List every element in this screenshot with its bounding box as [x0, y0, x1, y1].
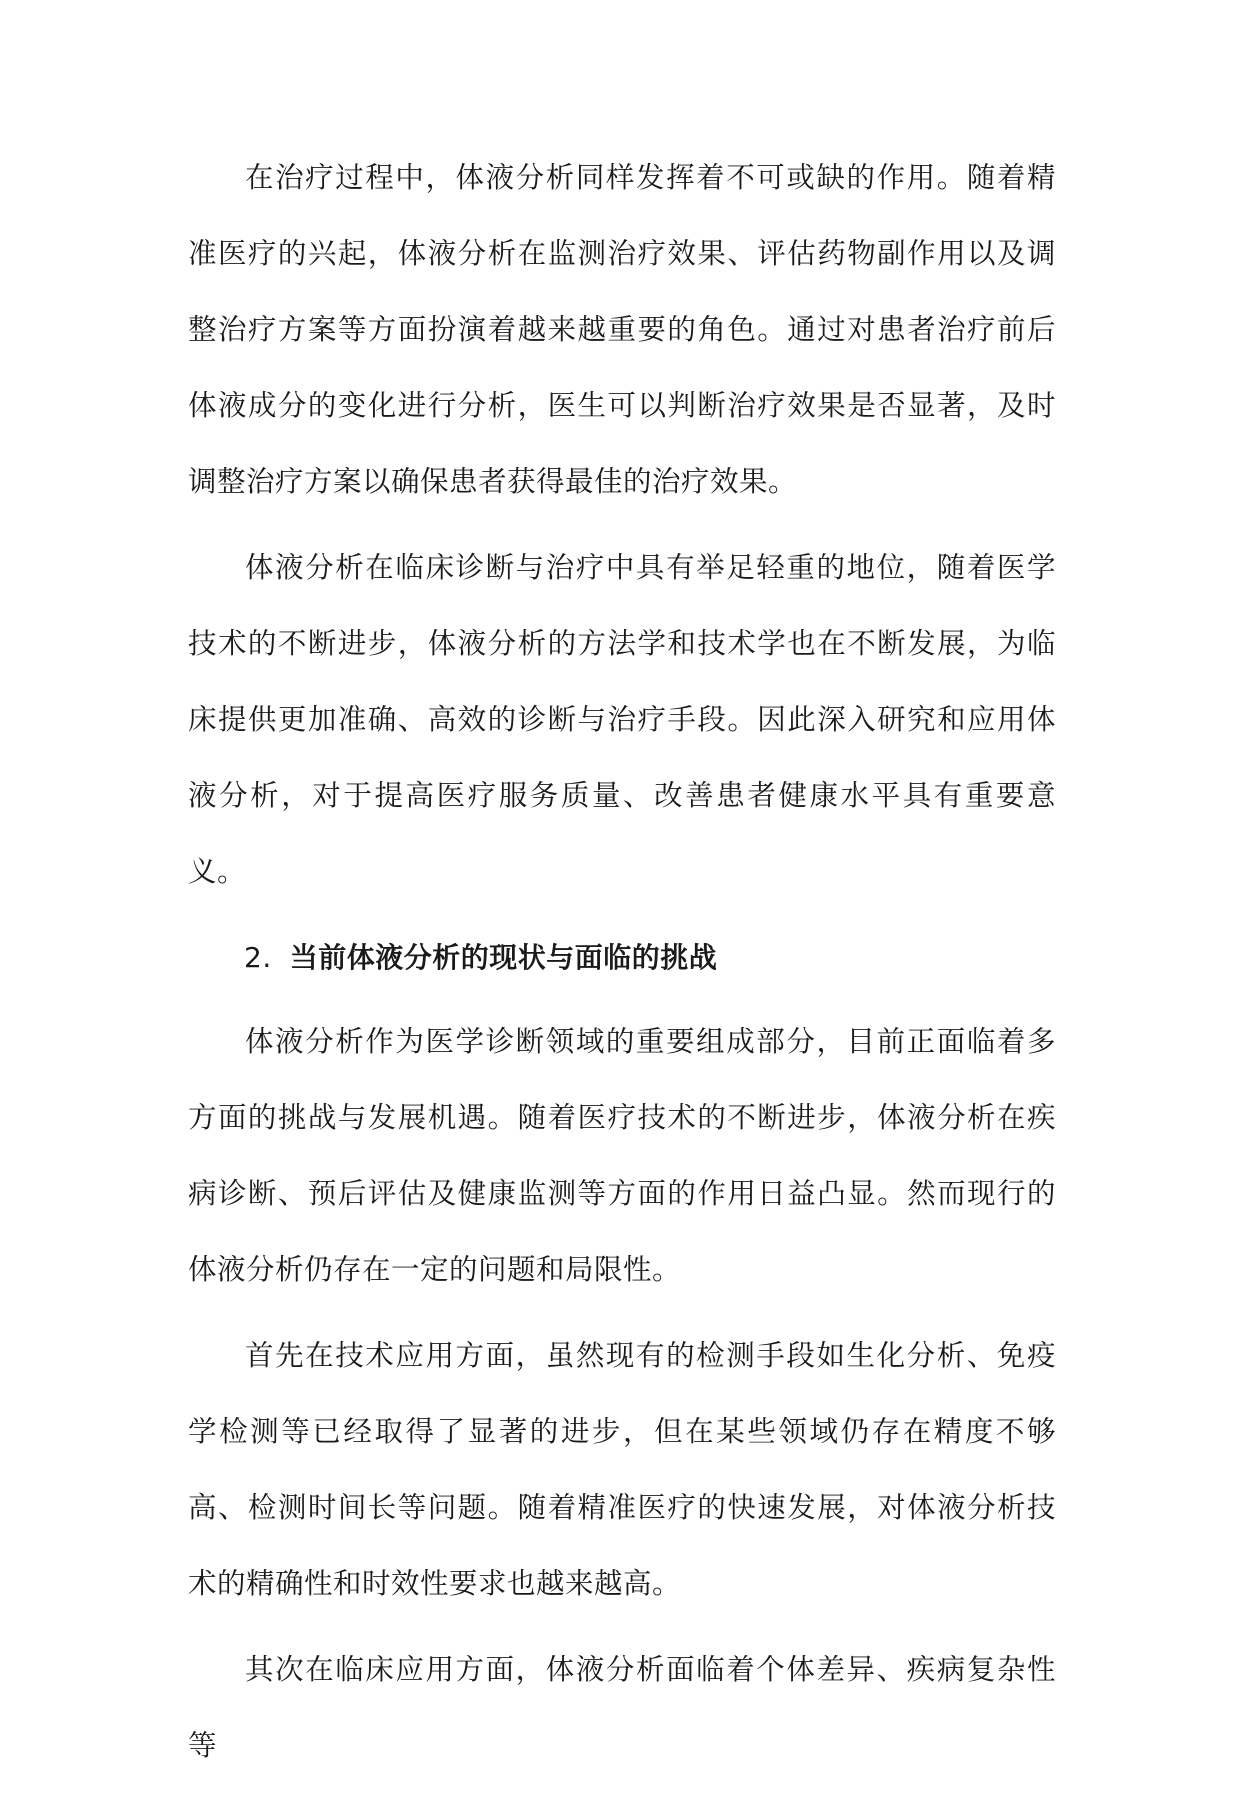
document-body — [188, 140, 1056, 1794]
paragraph-technical-challenges: 首先在技术应用方面，虽然现有的检测手段如生化分析、免疫学检测等已经取得了显著的进步，但在某些领域仍存在精度不够高、检测时间长等问题。随着精准医疗的快速发展，对体液分析技术的精确性和时效性要求也越来越高。 — [188, 1339, 1056, 1600]
section-title: 当前体液分析的现状与面临的挑战 — [289, 941, 718, 974]
section-heading — [188, 920, 1056, 996]
paragraph-current-status: 体液分析作为医学诊断领域的重要组成部分，目前正面临着多方面的挑战与发展机遇。随着医疗技术的不断进步，体液分析在疾病诊断、预后评估及健康监测等方面的作用日益凸显。然而现行的体液分析仍存在一定的问题和局限性。 — [188, 1025, 1056, 1286]
paragraph-treatment-role: 在治疗过程中，体液分析同样发挥着不可或缺的作用。随着精准医疗的兴起，体液分析在监测治疗效果、评估药物副作用以及调整治疗方案等方面扮演着越来越重要的角色。通过对患者治疗前后体液成分的变化进行分析，医生可以判断治疗效果是否显著，及时调整治疗方案以确保患者获得最佳的治疗效果。 — [188, 161, 1056, 498]
paragraph-clinical-challenges: 其次在临床应用方面，体液分析面临着个体差异、疾病复杂性等 — [188, 1653, 1056, 1762]
paragraph-clinical-importance: 体液分析在临床诊断与治疗中具有举足轻重的地位，随着医学技术的不断进步，体液分析的方法学和技术学也在不断发展，为临床提供更加准确、高效的诊断与治疗手段。因此深入研究和应用体液分析，对于提高医疗服务质量、改善患者健康水平具有重要意义。 — [188, 551, 1056, 888]
section-number: 2. — [244, 941, 272, 974]
